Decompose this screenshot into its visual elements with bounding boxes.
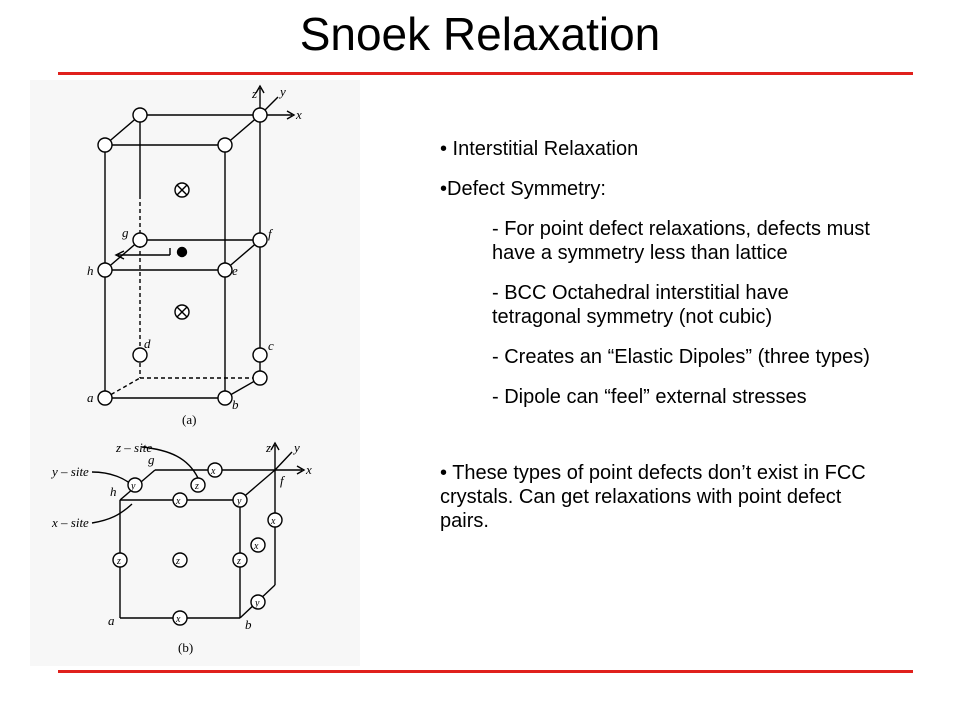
caption-b: (b)	[178, 640, 194, 655]
y-site-label: y – site	[52, 464, 89, 479]
corner-f-label: f	[268, 226, 272, 241]
axis-x-a-label: x	[296, 107, 302, 122]
axis-x-b-label: x	[306, 462, 312, 477]
svg-text:y: y	[131, 481, 136, 492]
corner-g-label: g	[122, 225, 129, 240]
x-site-label: x – site	[52, 515, 89, 530]
svg-text:x: x	[176, 614, 181, 625]
bullet-list	[440, 137, 880, 549]
svg-text:x: x	[271, 516, 276, 527]
sub-bullet-symmetry-less: - For point defect relaxations, defects must have a symmetry less than lattice	[492, 218, 870, 264]
diagram-b	[92, 443, 304, 625]
corner-c-label: c	[268, 338, 274, 353]
corner-f-b-label: f	[280, 473, 284, 488]
svg-text:z: z	[176, 556, 180, 567]
slide-title: Snoek Relaxation	[299, 8, 661, 60]
footer-divider	[58, 670, 913, 673]
corner-a-label: a	[87, 390, 94, 405]
corner-a-b-label: a	[108, 613, 115, 628]
caption-a: (a)	[182, 412, 197, 427]
bcc-lattice-figure	[30, 80, 360, 666]
svg-text:y: y	[237, 496, 242, 507]
bullet-interstitial-relaxation: • Interstitial Relaxation	[440, 138, 639, 160]
bullet-fcc-crystals: • These types of point defects don’t exist in FCC crystals. Can get relaxations with point defect pairs.	[440, 462, 866, 532]
bullet-defect-symmetry: •Defect Symmetry:	[440, 178, 606, 200]
corner-d-label: d	[144, 336, 151, 351]
axis-z-a-label: z	[252, 86, 258, 101]
sub-bullet-bcc-octahedral: - BCC Octahedral interstitial have tetragonal symmetry (not cubic)	[492, 282, 789, 328]
svg-text:x: x	[254, 541, 259, 552]
z-site-label: z – site	[116, 440, 153, 455]
svg-text:y: y	[255, 598, 260, 609]
svg-text:z: z	[237, 556, 241, 567]
corner-g-b-label: g	[148, 452, 155, 467]
svg-text:z: z	[117, 556, 121, 567]
axis-y-b-label: y	[294, 440, 300, 455]
svg-text:x: x	[211, 466, 216, 477]
sub-bullet-elastic-dipoles: - Creates an “Elastic Dipoles” (three types)	[492, 346, 870, 368]
corner-h-b-label: h	[110, 484, 117, 499]
corner-b-b-label: b	[245, 617, 252, 632]
title-divider	[58, 72, 913, 75]
corner-h-label: h	[87, 263, 94, 278]
axis-z-b-label: z	[266, 440, 272, 455]
corner-b-label: b	[232, 397, 239, 412]
corner-e-label: e	[232, 263, 238, 278]
axis-y-a-label: y	[280, 84, 286, 99]
svg-text:z: z	[195, 481, 199, 492]
diagram-a	[98, 86, 294, 405]
sub-bullet-external-stresses: - Dipole can “feel” external stresses	[492, 386, 807, 408]
svg-text:x: x	[176, 496, 181, 507]
